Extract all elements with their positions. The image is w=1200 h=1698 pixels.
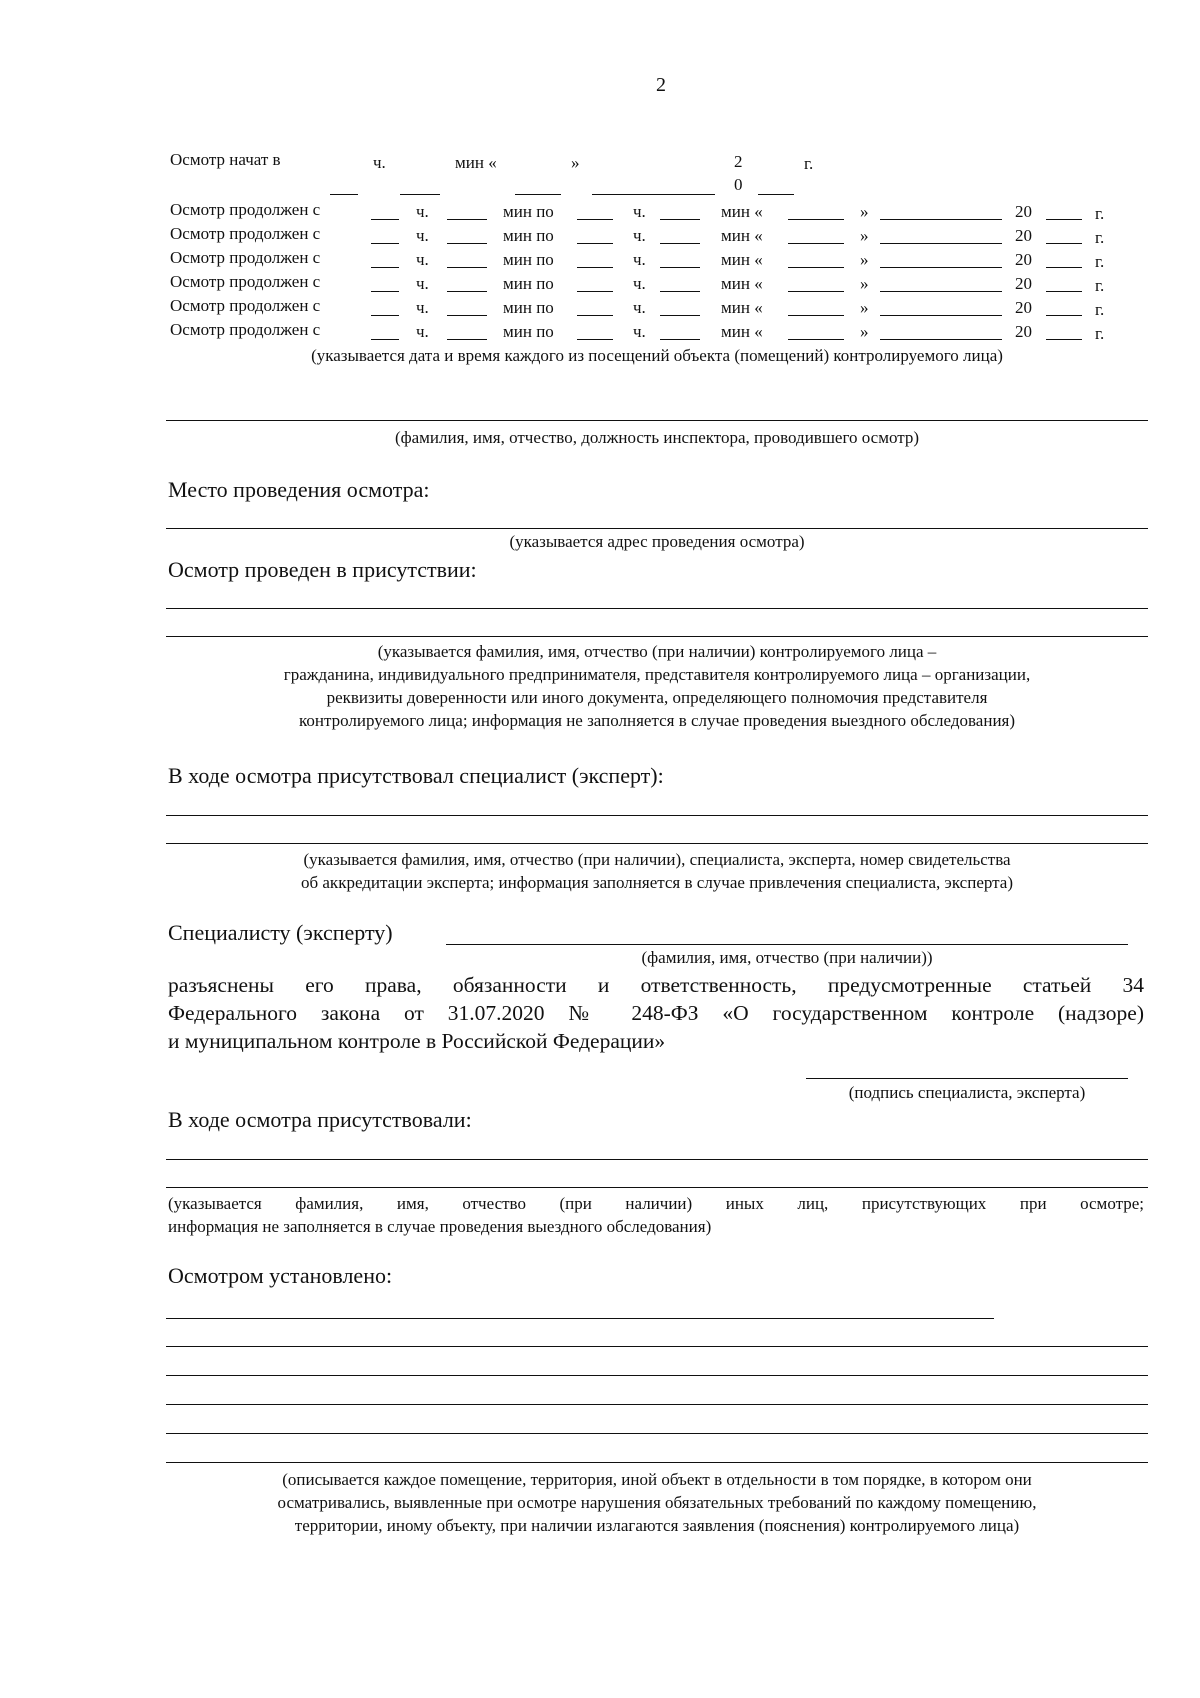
row-label: Осмотр продолжен с xyxy=(170,248,321,267)
row-label: Осмотр продолжен с xyxy=(170,224,321,243)
row-min-po: мин по xyxy=(503,250,554,269)
row-min-quote: мин « xyxy=(721,202,763,221)
place-heading: Место проведения осмотра: xyxy=(168,477,430,502)
attendees-note-line: информация не заполняется в случае проведения выездного обследования) xyxy=(168,1217,712,1236)
row-month-field[interactable] xyxy=(880,219,1002,220)
row-year-prefix: 20 xyxy=(1015,298,1032,317)
row-year-field[interactable] xyxy=(1046,219,1082,220)
row-min-quote: мин « xyxy=(721,274,763,293)
row-min-po: мин по xyxy=(503,322,554,341)
row-year-suffix: г. xyxy=(1095,300,1105,319)
presence-note-line: гражданина, индивидуального предпринимателя, представителя контролируемого лица – организации, xyxy=(283,665,1031,684)
row-hour-to[interactable] xyxy=(577,339,613,340)
presence-field-2[interactable] xyxy=(166,636,1148,637)
row-minute-to[interactable] xyxy=(660,267,700,268)
presence-heading: Осмотр проведен в присутствии: xyxy=(168,557,477,582)
row-minute-from[interactable] xyxy=(447,339,487,340)
row-min-quote: мин « xyxy=(721,226,763,245)
start-label: Осмотр начат в xyxy=(170,150,281,169)
row-hour-unit: ч. xyxy=(416,250,429,269)
specialist-signature-field[interactable] xyxy=(806,1078,1128,1079)
start-year-prefix-top: 2 xyxy=(734,152,743,171)
row-hour-unit-2: ч. xyxy=(633,298,646,317)
inspector-field[interactable] xyxy=(166,420,1148,421)
row-hour-unit-2: ч. xyxy=(633,274,646,293)
row-hour-unit-2: ч. xyxy=(633,322,646,341)
start-year-suffix: г. xyxy=(804,154,814,173)
row-hour-from[interactable] xyxy=(371,243,399,244)
row-hour-unit-2: ч. xyxy=(633,226,646,245)
row-year-suffix: г. xyxy=(1095,276,1105,295)
specialist-field-2[interactable] xyxy=(166,843,1148,844)
row-quote-close: » xyxy=(860,250,869,269)
findings-note-line: осматривались, выявленные при осмотре нарушения обязательных требований по каждому помещению, xyxy=(277,1493,1037,1512)
row-min-quote: мин « xyxy=(721,298,763,317)
row-year-prefix: 20 xyxy=(1015,250,1032,269)
page-number: 2 xyxy=(656,74,666,96)
start-hour-field[interactable] xyxy=(330,194,358,195)
presence-note-line: (указывается фамилия, имя, отчество (при наличии) контролируемого лица – xyxy=(377,642,937,661)
row-hour-to[interactable] xyxy=(577,291,613,292)
presence-note-line: контролируемого лица; информация не заполняется в случае проведения выездного обследования) xyxy=(298,711,1016,730)
row-hour-unit: ч. xyxy=(416,202,429,221)
row-hour-unit: ч. xyxy=(416,298,429,317)
row-minute-from[interactable] xyxy=(447,267,487,268)
start-quote-close: » xyxy=(571,153,580,172)
rights-text-line: Федерального закона от 31.07.2020 № 248-ФЗ «О государственном контроле (надзоре) xyxy=(168,1001,1144,1025)
row-month-field[interactable] xyxy=(880,267,1002,268)
row-minute-from[interactable] xyxy=(447,315,487,316)
place-field[interactable] xyxy=(166,528,1148,529)
attendees-field-2[interactable] xyxy=(166,1187,1148,1188)
inspector-note: (фамилия, имя, отчество, должность инспектора, проводившего осмотр) xyxy=(394,428,920,447)
row-min-po: мин по xyxy=(503,202,554,221)
row-quote-close: » xyxy=(860,322,869,341)
row-label: Осмотр продолжен с xyxy=(170,200,321,219)
findings-field-2[interactable] xyxy=(166,1346,1148,1347)
row-quote-close: » xyxy=(860,274,869,293)
row-minute-to[interactable] xyxy=(660,291,700,292)
findings-field-6[interactable] xyxy=(166,1462,1148,1463)
row-day-field[interactable] xyxy=(788,219,844,220)
place-note: (указывается адрес проведения осмотра) xyxy=(509,532,805,551)
rights-text-line: и муниципальном контроле в Российской Федерации» xyxy=(168,1029,666,1053)
start-minute-field[interactable] xyxy=(400,194,440,195)
row-hour-unit: ч. xyxy=(416,322,429,341)
row-day-field[interactable] xyxy=(788,243,844,244)
start-hours-unit: ч. xyxy=(373,153,386,172)
specialist-name-field[interactable] xyxy=(446,944,1128,945)
start-year-field[interactable] xyxy=(758,194,794,195)
specialist-note-line: (указывается фамилия, имя, отчество (при наличии), специалиста, эксперта, номер свидетельства xyxy=(303,850,1011,869)
row-quote-close: » xyxy=(860,202,869,221)
row-minute-from[interactable] xyxy=(447,219,487,220)
row-hour-to[interactable] xyxy=(577,267,613,268)
attendees-note-line: (указывается фамилия, имя, отчество (при наличии) иных лиц, присутствующих при осмотре; xyxy=(168,1194,1144,1213)
row-quote-close: » xyxy=(860,226,869,245)
row-minute-to[interactable] xyxy=(660,243,700,244)
row-hour-from[interactable] xyxy=(371,291,399,292)
visits-note: (указывается дата и время каждого из посещений объекта (помещений) контролируемого лица) xyxy=(311,346,1003,365)
row-hour-from[interactable] xyxy=(371,339,399,340)
row-hour-unit-2: ч. xyxy=(633,202,646,221)
presence-field-1[interactable] xyxy=(166,608,1148,609)
row-year-field[interactable] xyxy=(1046,339,1082,340)
row-month-field[interactable] xyxy=(880,291,1002,292)
specialist-note-line: об аккредитации эксперта; информация заполняется в случае привлечения специалиста, эксперта) xyxy=(300,873,1013,892)
presence-note-line: реквизиты доверенности или иного документа, определяющего полномочия представителя xyxy=(326,688,988,707)
start-day-field[interactable] xyxy=(515,194,561,195)
row-day-field[interactable] xyxy=(788,339,844,340)
start-year-prefix-bottom: 0 xyxy=(734,175,743,194)
start-month-field[interactable] xyxy=(592,194,715,195)
row-minute-from[interactable] xyxy=(447,291,487,292)
row-year-field[interactable] xyxy=(1046,291,1082,292)
specialist-name-note: (фамилия, имя, отчество (при наличии)) xyxy=(641,948,933,967)
row-year-field[interactable] xyxy=(1046,315,1082,316)
attendees-field-1[interactable] xyxy=(166,1159,1148,1160)
row-hour-to[interactable] xyxy=(577,315,613,316)
row-hour-from[interactable] xyxy=(371,219,399,220)
row-label: Осмотр продолжен с xyxy=(170,296,321,315)
row-minute-from[interactable] xyxy=(447,243,487,244)
row-month-field[interactable] xyxy=(880,339,1002,340)
row-year-prefix: 20 xyxy=(1015,322,1032,341)
row-month-field[interactable] xyxy=(880,315,1002,316)
row-minute-to[interactable] xyxy=(660,315,700,316)
findings-field-5[interactable] xyxy=(166,1433,1148,1434)
row-year-suffix: г. xyxy=(1095,228,1105,247)
row-day-field[interactable] xyxy=(788,291,844,292)
row-year-suffix: г. xyxy=(1095,204,1105,223)
row-minute-to[interactable] xyxy=(660,219,700,220)
row-hour-unit: ч. xyxy=(416,226,429,245)
row-min-po: мин по xyxy=(503,274,554,293)
row-year-suffix: г. xyxy=(1095,324,1105,343)
row-min-po: мин по xyxy=(503,298,554,317)
row-label: Осмотр продолжен с xyxy=(170,272,321,291)
row-quote-close: » xyxy=(860,298,869,317)
findings-heading: Осмотром установлено: xyxy=(168,1263,393,1288)
findings-field-3[interactable] xyxy=(166,1375,1148,1376)
start-min-unit: мин « xyxy=(455,153,497,172)
row-day-field[interactable] xyxy=(788,267,844,268)
row-day-field[interactable] xyxy=(788,315,844,316)
row-year-field[interactable] xyxy=(1046,243,1082,244)
row-hour-from[interactable] xyxy=(371,267,399,268)
findings-note-line: территории, иному объекту, при наличии излагаются заявления (пояснения) контролируемого лица) xyxy=(294,1516,1020,1535)
row-year-prefix: 20 xyxy=(1015,202,1032,221)
row-hour-unit: ч. xyxy=(416,274,429,293)
row-year-prefix: 20 xyxy=(1015,226,1032,245)
signature-note: (подпись специалиста, эксперта) xyxy=(848,1083,1086,1102)
row-year-field[interactable] xyxy=(1046,267,1082,268)
attendees-heading: В ходе осмотра присутствовали: xyxy=(168,1107,472,1132)
specialist-rights-label: Специалисту (эксперту) xyxy=(168,920,393,945)
specialist-heading: В ходе осмотра присутствовал специалист (эксперт): xyxy=(168,763,664,788)
row-year-prefix: 20 xyxy=(1015,274,1032,293)
row-hour-to[interactable] xyxy=(577,243,613,244)
row-hour-unit-2: ч. xyxy=(633,250,646,269)
findings-field-4[interactable] xyxy=(166,1404,1148,1405)
findings-field-1[interactable] xyxy=(166,1318,994,1319)
rights-text-line: разъяснены его права, обязанности и ответственность, предусмотренные статьей 34 xyxy=(168,973,1144,997)
findings-note-line: (описывается каждое помещение, территория, иной объект в отдельности в том порядке, в котором они xyxy=(282,1470,1032,1489)
specialist-field-1[interactable] xyxy=(166,815,1148,816)
row-hour-to[interactable] xyxy=(577,219,613,220)
row-year-suffix: г. xyxy=(1095,252,1105,271)
row-minute-to[interactable] xyxy=(660,339,700,340)
row-min-po: мин по xyxy=(503,226,554,245)
row-label: Осмотр продолжен с xyxy=(170,320,321,339)
row-min-quote: мин « xyxy=(721,322,763,341)
row-month-field[interactable] xyxy=(880,243,1002,244)
row-hour-from[interactable] xyxy=(371,315,399,316)
row-min-quote: мин « xyxy=(721,250,763,269)
